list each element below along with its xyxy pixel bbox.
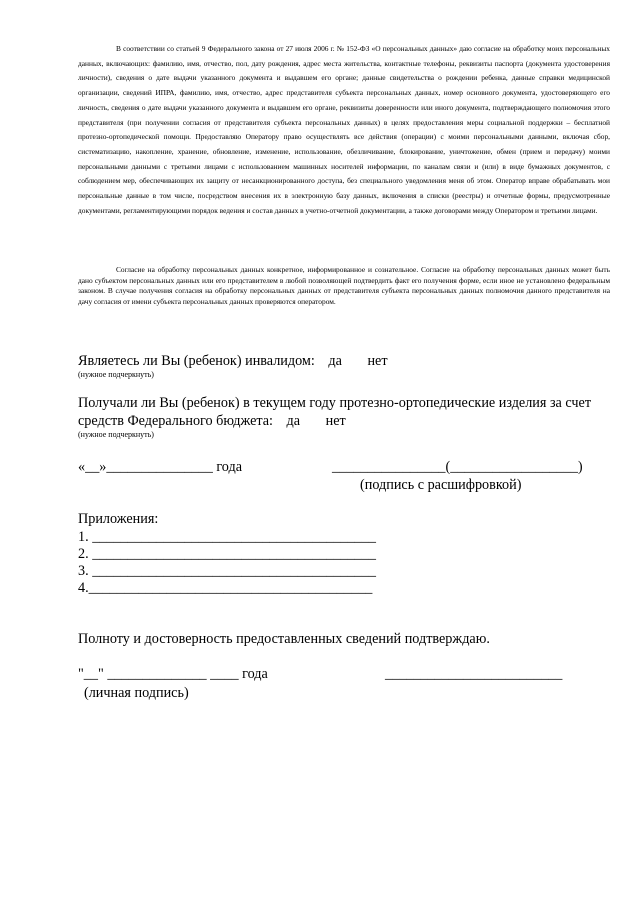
attachment-item-4[interactable]: 4.________________________________________ <box>78 580 373 596</box>
disability-yes[interactable]: да <box>328 353 342 369</box>
confirmation-signature-field[interactable]: _________________________ <box>385 666 563 682</box>
attachment-item-2[interactable]: 2. ________________________________________ <box>78 546 376 562</box>
consent-paragraph-1: В соответствии со статьей 9 Федерального закона от 27 июля 2006 г. № 152-ФЗ «О персональных данных» даю согласие на обработку моих персональных данных, включающих: фамилию, имя, отчество, пол, дату рождения, адрес места жительства, контактные телефоны, реквизиты паспорта (документа удостоверения личности), сведения о дате выдачи указанного документа и выдавшем его органе; данные свидетельства о рождении ребенка, данные справки медицинской организации, сведений ИПРА, фамилию, имя, отчество, адрес представителя субъекта персональных данных, номер основного документа, удостоверяющего его личность, сведения о дате выдачи указанного документа и выдавшем его органе, реквизиты доверенности или иного документа, подтверждающего полномочия этого представителя (при получении согласия от представителя субъекта персональных данных) в целях предоставления меры социальной поддержки – бесплатной протезно-ортопедической помощи. Предоставляю Оператору право осуществлять все действия (операции) с моими персональными данными, включая сбор, систематизацию, накопление, хранение, обновление, изменение, использование, обезличивание, блокирование, уничтожение, обмен (прием и передачу) моими персональными данными с третьими лицами с использованием машинных носителей информации, по каналам связи и (или) в виде бумажных документов, с соблюдением мер, обеспечивающих их защиту от несанкционированного доступа, без специального уведомления меня об этом. Оператор вправе обрабатывать мои персональные данные в том числе, посредством внесения их в электронную базу данных, включения в списки (реестры) и отчетные формы, предусмотренные документами, регламентирующими порядок ведения и состав данных в учетно-отчетной документации, а также договорами между Оператором и третьими лицами. <box>78 44 610 215</box>
prosthetics-question <box>78 394 608 430</box>
confirmation-signature-caption: (личная подпись) <box>84 685 189 701</box>
consent-paragraph-2: Согласие на обработку персональных данных конкретное, информированное и сознательное. Согласие на обработку персональных данных может быть дано субъектом персональных данных или его представителем в любой позволяющей подтвердить факт его получения форме, если иное не установлено федеральным законом. В случае получения согласия на обработку персональных данных от представителя субъекта персональных данных полномочия данного представителя на дачу согласия от имени субъекта персональных данных проверяются оператором. <box>78 265 610 306</box>
disability-no[interactable]: нет <box>367 353 388 369</box>
prosthetics-hint: (нужное подчеркнуть) <box>78 430 154 439</box>
confirmation-date-field[interactable]: "__" ______________ ____ года <box>78 666 268 682</box>
signature-field[interactable]: ________________(__________________) <box>332 459 583 475</box>
confirmation-text: Полноту и достоверность предоставленных сведений подтверждаю. <box>78 631 490 647</box>
prosthetics-question-text: Получали ли Вы (ребенок) в текущем году протезно-ортопедические изделия за счет средств Федерального бюджета: <box>78 395 592 429</box>
attachments-title: Приложения: <box>78 511 159 527</box>
disability-question <box>78 352 388 370</box>
date-field[interactable]: «__»_______________ года <box>78 459 242 475</box>
prosthetics-no[interactable]: нет <box>325 413 346 429</box>
prosthetics-yes[interactable]: да <box>286 413 301 429</box>
disability-hint: (нужное подчеркнуть) <box>78 370 154 379</box>
signature-caption: (подпись с расшифровкой) <box>360 477 522 493</box>
attachment-item-1[interactable]: 1. ________________________________________ <box>78 529 376 545</box>
attachment-item-3[interactable]: 3. ________________________________________ <box>78 563 376 579</box>
disability-question-text: Являетесь ли Вы (ребенок) инвалидом: <box>78 353 315 369</box>
